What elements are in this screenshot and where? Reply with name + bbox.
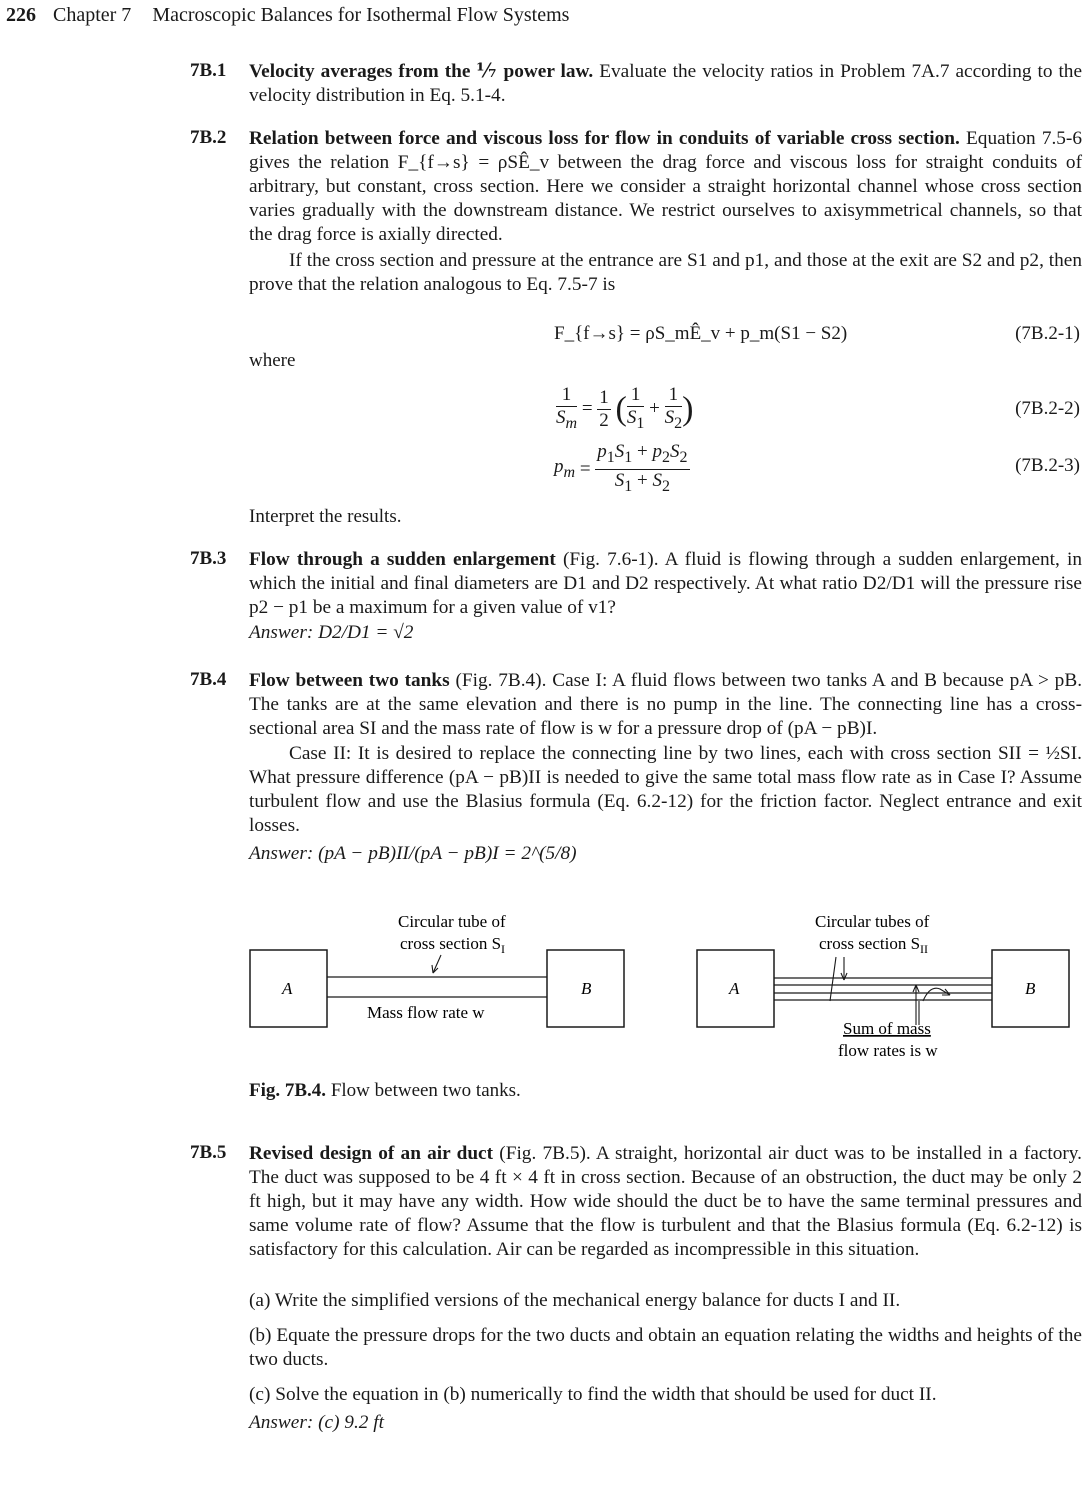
equation-label: (7B.2-3) (1015, 455, 1080, 476)
problem-part-b: (b) Equate the pressure drops for the two ducts and obtain an equation relating the widths and heights of the two ducts. (249, 1325, 1082, 1370)
pointer-arrow (830, 957, 836, 1001)
problem-number: 7B.4 (190, 669, 227, 690)
problem-7b4 (249, 669, 1082, 741)
problem-title: Velocity averages from the ⅐ power law. (249, 61, 594, 82)
problem-7b1 (249, 60, 1082, 108)
pointer-arrow (433, 955, 441, 973)
tank-b-label: B (581, 979, 592, 998)
problem-body-continued: Case II: It is desired to replace the connecting line by two lines, each with cross section SII = ½SI. What pressure difference (pA − pB)II is needed to give the same total mass flow rate as in Case I? Assume turbulent flow and use the Blasius formula (Eq. 6.2-12) for the friction factor. Neglect entrance and exit losses. (249, 743, 1082, 836)
tubes-label-line1: Circular tubes of (815, 912, 930, 931)
problem-7b5 (249, 1142, 1082, 1262)
problem-number: 7B.1 (190, 60, 227, 81)
problem-title: Flow through a sudden enlargement (249, 549, 556, 570)
problem-number: 7B.2 (190, 127, 227, 148)
mass-flow-label: Mass flow rate w (367, 1003, 485, 1022)
problem-body: (Fig. 7.6-1). A fluid is flowing through a sudden enlargement, in which the initial and final diameters are D1 and D2 respectively. At what ratio D2/D1 will the pressure rise p2 − p1 be a maximum for a given value of v1? (249, 549, 1082, 618)
figure-7b4 (240, 905, 1080, 1070)
tube-label-line1: Circular tube of (398, 912, 506, 931)
problem-body-continued: If the cross section and pressure at the entrance are S1 and p1, and those at the exit are S2 and p2, then prove that the relation analogous to Eq. 7.5-7 is (249, 250, 1082, 295)
caption-label: Fig. 7B.4. (249, 1080, 327, 1101)
tube-label-line2: cross section $S_I$ (400, 934, 506, 956)
problem-part-c: (c) Solve the equation in (b) numerically to find the width that should be used for duct II. (249, 1384, 937, 1405)
problem-title: Relation between force and viscous loss for flow in conduits of variable cross section. (249, 128, 960, 149)
equation-label: (7B.2-1) (1015, 323, 1080, 344)
page-header (6, 4, 569, 27)
case-two-diagram (697, 912, 1069, 1060)
figure-caption (249, 1080, 521, 1102)
equation-7b2-3: $p_m$ = $\frac{p_1S_1 + p_2S_2}{S_1 + S_2}$ (554, 441, 688, 495)
equation-7b2-1: F_{f→s} = ρS_mÊ_v + p_m(S1 − S2) (554, 323, 848, 344)
problem-part-a: (a) Write the simplified versions of the mechanical energy balance for ducts I and II. (249, 1290, 901, 1311)
problem-title: Revised design of an air duct (249, 1143, 494, 1164)
tank-a-label: A (282, 979, 293, 998)
problem-7b2 (249, 127, 1082, 247)
problem-body: Evaluate the velocity ratios in Problem 7A.7 according to the velocity distribution in Eq. 5.1-4. (249, 61, 1083, 106)
where-label: where (249, 350, 296, 371)
problem-body: (Fig. 7B.4). Case I: A fluid flows between two tanks A and B because pA > pB. The tanks are at the same elevation and there is no pump in the line. The connecting line has a cross-sectional area SI and the mass rate of flow is w for a pressure drop of (pA − pB)I. (249, 670, 1083, 739)
caption-text: Flow between two tanks. (330, 1080, 521, 1101)
sum-label-line1: Sum of mass (843, 1019, 931, 1038)
problem-body: Equation 7.5-6 gives the relation F_{f→s} = ρSÊ_v between the drag force and viscous loss for straight conduits of arbitrary, but constant, cross section. Here we consider a straight horizontal channel whose cross section varies gradually with the downstream distance. We restrict ourselves to axisymmetrical channels, so that the drag force is axially directed. (249, 128, 1082, 245)
page-number: 226 (6, 4, 36, 26)
problem-number: 7B.3 (190, 548, 227, 569)
chapter-title: Macroscopic Balances for Isothermal Flow Systems (152, 4, 570, 26)
problem-title: Flow between two tanks (249, 670, 450, 691)
problem-closing: Interpret the results. (249, 506, 402, 527)
equation-label: (7B.2-2) (1015, 398, 1080, 419)
problem-answer: Answer: D2/D1 = √2 (249, 622, 414, 643)
tubes-label-line2: cross section $S_{II}$ (819, 934, 929, 956)
chapter-label: Chapter 7 (53, 4, 132, 26)
problem-answer: Answer: (c) 9.2 ft (249, 1412, 384, 1433)
problem-body: (Fig. 7B.5). A straight, horizontal air duct was to be installed in a factory. The duct was supposed to be 4 ft × 4 ft in cross section. Because of an obstruction, the duct may be only 2 ft high, but it may have any width. How wide should the duct be to have the same terminal pressures and same volume rate of flow? Assume that the flow is turbulent and that the Blasius formula (Eq. 6.2-12) is satisfactory for this calculation. Air can be regarded as incompressible in this situation. (249, 1143, 1082, 1260)
problem-answer: Answer: (pA − pB)II/(pA − pB)I = 2^(5/8) (249, 843, 577, 864)
case-one-diagram (250, 912, 624, 1027)
tank-b-label: B (1025, 979, 1036, 998)
problem-number: 7B.5 (190, 1142, 227, 1163)
tank-a-label: A (729, 979, 740, 998)
sum-label-line2: flow rates is w (838, 1041, 938, 1060)
equation-7b2-2: $\frac{1}{S_m}$ = $\frac{1}{2}$ ( $\frac{1}{S_1}$ + $\frac{1}{S_2}$ ) (556, 384, 694, 432)
problem-7b3 (249, 548, 1082, 620)
